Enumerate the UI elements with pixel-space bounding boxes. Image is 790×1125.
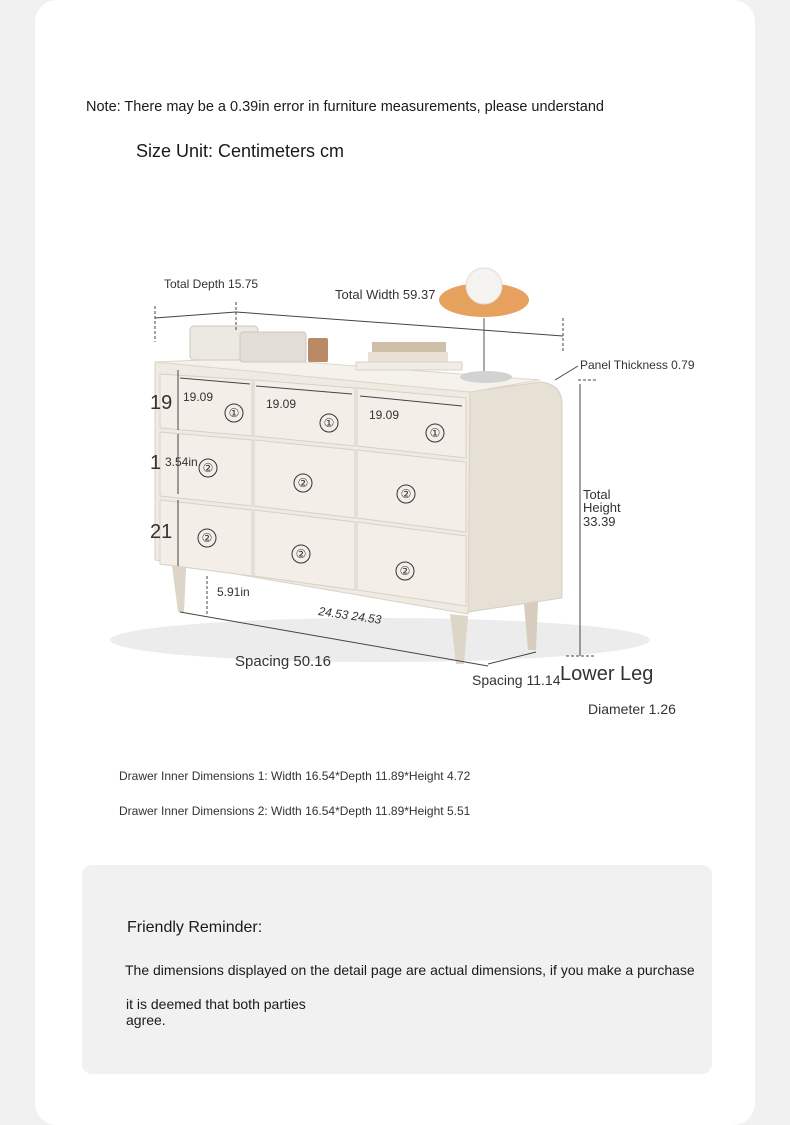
col2-width-label: 19.09	[266, 397, 297, 411]
drawer-number-2: ②	[400, 487, 412, 501]
total-width-label: Total Width 59.37	[335, 287, 436, 302]
total-height-value: 33.39	[583, 514, 616, 529]
reminder-line-1: The dimensions displayed on the detail page are actual dimensions, if you make a purchase	[125, 962, 695, 978]
size-unit-label: Size Unit: Centimeters cm	[136, 141, 345, 161]
drawer-number-2: ②	[202, 461, 214, 475]
drawer-number-1: ①	[429, 426, 441, 440]
leg-height-label: 5.91in	[217, 585, 250, 599]
drawer-number-2: ②	[201, 531, 213, 545]
drawer-number-2: ②	[399, 564, 411, 578]
drawer-inner-dimensions-2: Drawer Inner Dimensions 2: Width 16.54*Depth 11.89*Height 5.51	[119, 804, 471, 818]
row2-height-label: 1	[150, 452, 162, 474]
friendly-reminder-box	[82, 865, 712, 1074]
row1-height-label: 19	[150, 392, 173, 414]
spacing-front-label: Spacing 50.16	[235, 653, 331, 670]
books-decor	[372, 342, 446, 352]
drawer-number-2: ②	[295, 547, 307, 561]
reminder-line-2: it is deemed that both parties agree.	[126, 996, 306, 1028]
panel-thickness-label: Panel Thickness 0.79	[580, 358, 695, 372]
total-height-label: Height	[583, 500, 621, 515]
spacing-side-label: Spacing 11.14	[472, 672, 561, 688]
bottom-dims-label: 24.53 24.53	[317, 604, 383, 627]
total-height-label: Total	[583, 487, 611, 502]
leg	[172, 566, 186, 612]
reminder-title: Friendly Reminder:	[127, 919, 263, 936]
drawer-number-1: ①	[228, 406, 240, 420]
lower-leg-label: Lower Leg	[560, 663, 654, 685]
measurement-error-note: Note: There may be a 0.39in error in furniture measurements, please understand	[86, 99, 604, 115]
col1-width-label: 19.09	[183, 390, 214, 404]
total-depth-label: Total Depth 15.75	[164, 277, 259, 291]
drawer-inner-dimensions-1: Drawer Inner Dimensions 1: Width 16.54*Depth 11.89*Height 4.72	[119, 769, 471, 783]
col3-width-label: 19.09	[369, 408, 400, 422]
drawer-number-2: ②	[297, 476, 309, 490]
candle-decor	[308, 338, 328, 362]
row2-height-inch-label: 3.54in	[165, 455, 198, 469]
row3-height-label: 21	[150, 521, 173, 543]
drawer-number-1: ①	[323, 416, 335, 430]
diameter-label: Diameter 1.26	[588, 701, 676, 717]
